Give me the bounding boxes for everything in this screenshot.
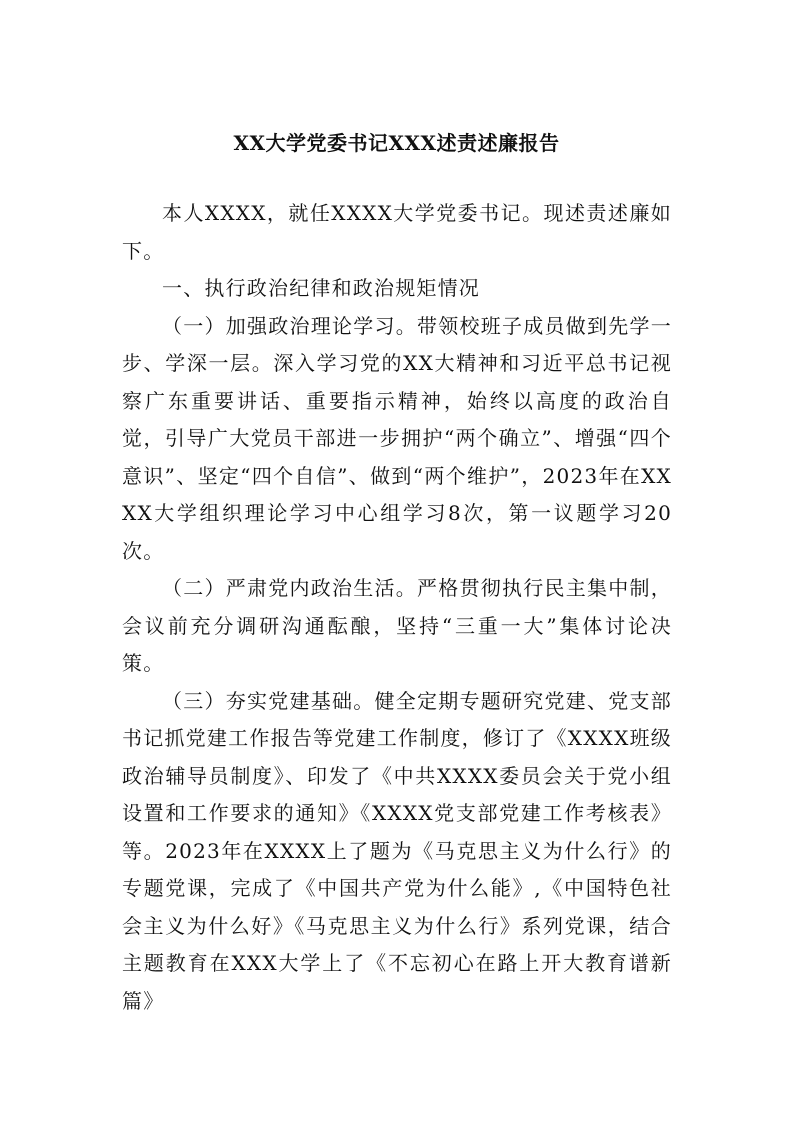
paragraph-intro: 本人XXXX，就任XXXX大学党委书记。现述责述廉如下。 — [122, 201, 672, 263]
paragraph-theory-study: （一）加强政治理论学习。带领校班子成员做到先学一步、学深一层。深入学习党的XX大精神和习近平总书记视察广东重要讲话、重要指示精神，始终以高度的政治自觉，引导广大党员干部进一步拥护“两个确立”、增强“四个意识”、坚定“四个自信”、做到“两个维护”，2023年在XXXX大学组织理论学习中心组学习8次，第一议题学习20次。 — [122, 313, 672, 563]
paragraph-party-building: （三）夯实党建基础。健全定期专题研究党建、党支部书记抓党建工作报告等党建工作制度，修订了《XXXX班级政治辅导员制度》、印发了《中共XXXX委员会关于党小组设置和工作要求的通知》《XXXX党支部党建工作考核表》等。2023年在XXXX上了题为《马克思主义为什么行》的专题党课，完成了《中国共产党为什么能》,《中国特色社会主义为什么好》《马克思主义为什么行》系列党课，结合主题教育在XXX大学上了《不忘初心在路上开大教育谱新篇》 — [122, 688, 672, 1013]
document-body — [122, 195, 672, 1020]
paragraph-party-life: （二）严肃党内政治生活。严格贯彻执行民主集中制，会议前充分调研沟通酝酿，坚持“三重一大”集体讨论决策。 — [122, 576, 672, 675]
section-heading: 一、执行政治纪律和政治规矩情况 — [162, 276, 480, 300]
document-title: XX大学党委书记XXX述责述廉报告 — [233, 131, 560, 155]
